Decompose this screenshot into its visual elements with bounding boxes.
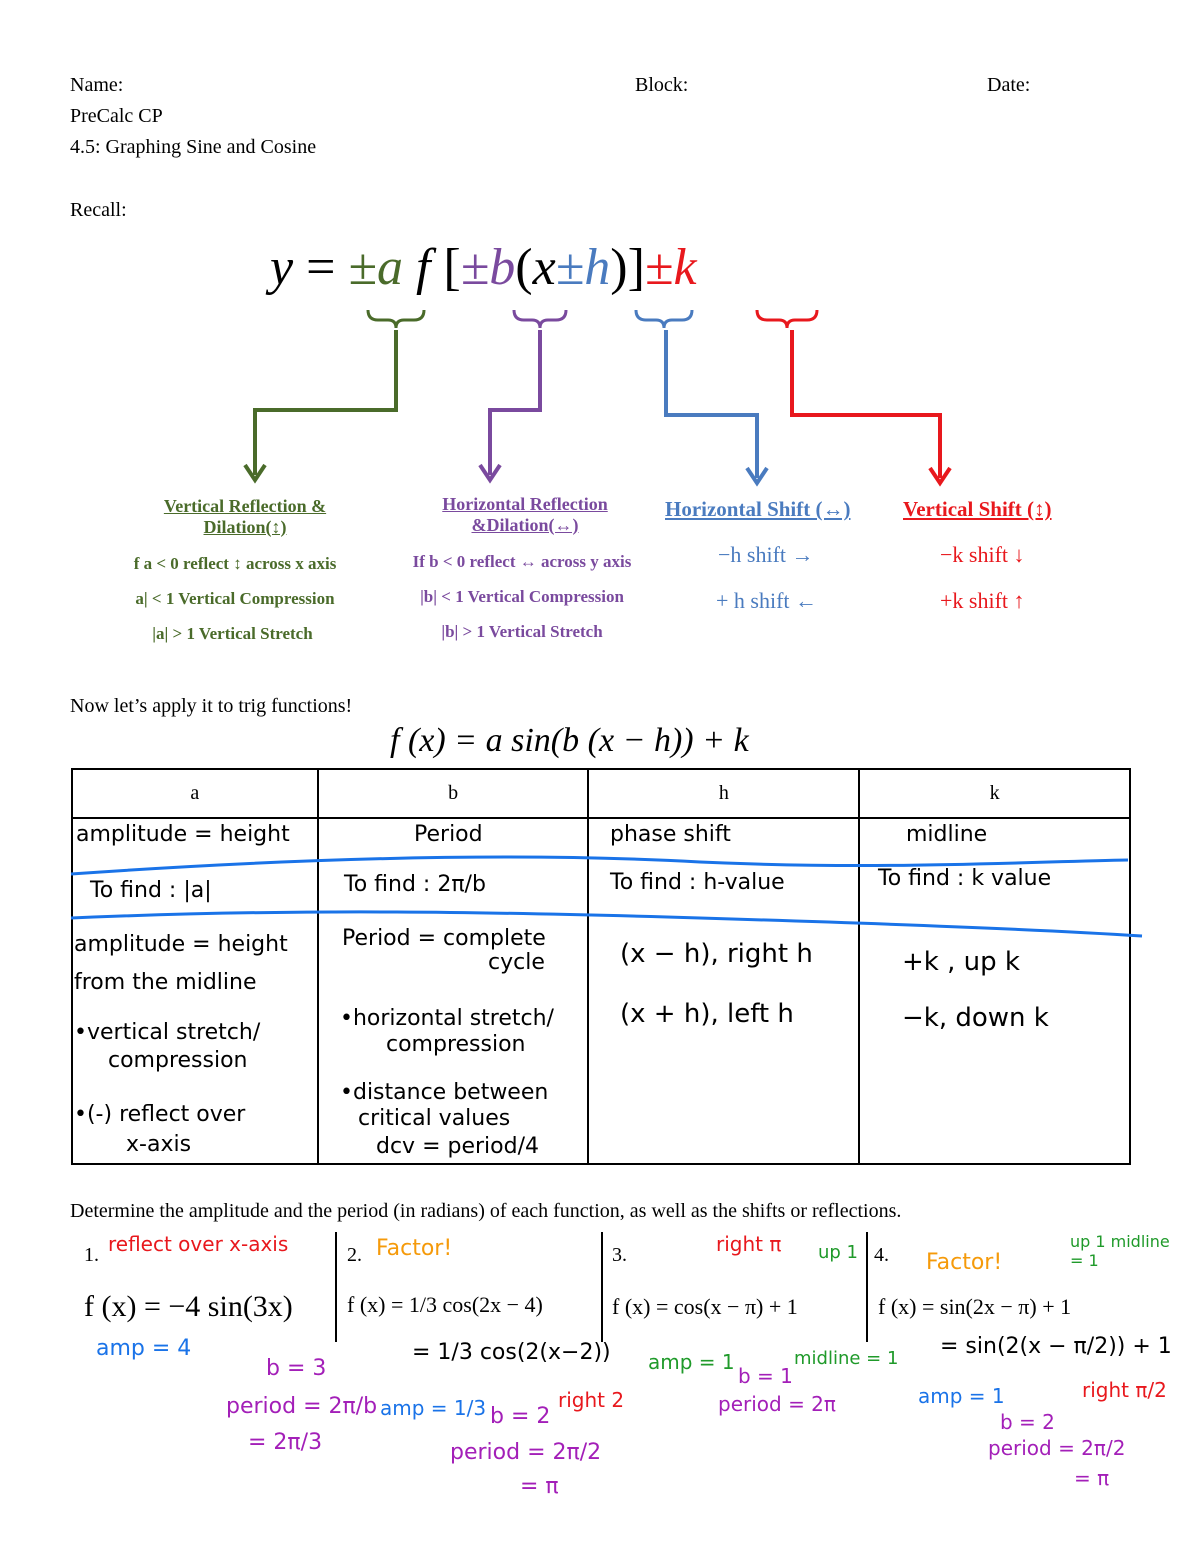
b-rule-1: If b < 0 reflect ↔ across y axis (412, 552, 632, 571)
problem-2-rewrite: = 1/3 cos(2(x−2)) (412, 1340, 611, 1365)
a-rule-1: f a < 0 reflect ↕ across x axis (133, 554, 337, 573)
header-a: a (72, 769, 318, 818)
problem-3-midline: midline = 1 (794, 1348, 899, 1369)
problem-1-period-value: = 2π/3 (248, 1430, 323, 1455)
k-rule-2: +k shift ↑ (940, 588, 1025, 613)
problem-3-note-top: right π (716, 1232, 782, 1256)
b-title-line1: Horizontal Reflection (442, 494, 608, 514)
problem-1-note-top: reflect over x-axis (108, 1232, 289, 1256)
h-rule-1: −h shift → (718, 542, 814, 567)
b-note-6: critical values (358, 1106, 511, 1131)
eq-rbracket: ] (627, 239, 645, 296)
problem-1-b: b = 3 (266, 1356, 327, 1381)
problem-4-function: f (x) = sin(2x − π) + 1 (878, 1294, 1072, 1319)
sine-general-form: f (x) = a sin(b (x − h)) + k (390, 722, 749, 759)
problem-divider-2 (601, 1232, 603, 1342)
problem-1-period: period = 2π/b (226, 1394, 378, 1419)
a-find: To find : |a| (90, 878, 212, 903)
instructions: Determine the amplitude and the period (in radians) of each function, as well as the shifts or reflections. (70, 1200, 902, 1222)
eq-rparen: ) (610, 239, 628, 296)
k-note-1: +k , up k (902, 947, 1020, 977)
problem-2-b: b = 2 (490, 1404, 551, 1429)
a-note-1: amplitude = height (74, 932, 288, 957)
k-rule-1: −k shift ↓ (940, 542, 1025, 567)
b-note-1: Period = complete (342, 926, 546, 951)
eq-a: ±a (348, 239, 403, 296)
problem-4-amp: amp = 1 (918, 1384, 1005, 1408)
a-def: amplitude = height (76, 822, 290, 847)
eq-b: ±b (460, 239, 516, 296)
h-note-1: (x − h), right h (620, 939, 813, 969)
problem-2-function: f (x) = 1/3 cos(2x − 4) (347, 1292, 543, 1317)
problem-1-amp: amp = 4 (96, 1336, 192, 1361)
problem-3-number: 3. (612, 1244, 627, 1266)
eq-k: ±k (644, 239, 697, 296)
apply-text: Now let’s apply it to trig functions! (70, 695, 353, 717)
eq-lparen: ( (515, 239, 533, 296)
k-note-2: −k, down k (902, 1003, 1049, 1033)
b-note-3: •horizontal stretch/ (340, 1006, 554, 1031)
b-rule-2: |b| < 1 Vertical Compression (420, 587, 624, 606)
a-rule-3: |a| > 1 Vertical Stretch (152, 624, 313, 643)
h-def: phase shift (610, 822, 731, 847)
problem-2-note-top: Factor! (376, 1236, 453, 1261)
recall-label: Recall: (70, 199, 127, 221)
problem-2-amp: amp = 1/3 (380, 1396, 487, 1420)
problem-3-amp: amp = 1 (648, 1350, 735, 1374)
problem-4-right: right π/2 (1082, 1378, 1167, 1402)
b-find: To find : 2π/b (344, 872, 486, 897)
problem-4-b: b = 2 (1000, 1410, 1055, 1434)
lesson-title: 4.5: Graphing Sine and Cosine (70, 136, 317, 158)
problem-1-function: f (x) = −4 sin(3x) (84, 1290, 293, 1323)
a-title-line2: Dilation(↕) (203, 517, 287, 537)
a-title-line1: Vertical Reflection & (163, 496, 327, 516)
b-rule-3: |b| > 1 Vertical Stretch (441, 622, 603, 641)
problem-4-period-value: = π (1074, 1466, 1110, 1490)
problem-4-rewrite: = sin(2(x − π/2)) + 1 (940, 1334, 1172, 1359)
k-title: Vertical Shift (↕) (903, 497, 1052, 521)
problem-2-right: right 2 (558, 1388, 625, 1412)
b-note-5: •distance between (340, 1080, 549, 1105)
problem-3-function: f (x) = cos(x − π) + 1 (612, 1294, 798, 1319)
h-title: Horizontal Shift (↔) (665, 497, 851, 521)
problem-4-note-top: Factor! (926, 1250, 1003, 1275)
problem-3-note-up: up 1 (818, 1242, 859, 1263)
problem-2-period: period = 2π/2 (450, 1440, 602, 1465)
course-title: PreCalc CP (70, 105, 163, 127)
a-note-6: x-axis (126, 1132, 192, 1157)
problem-2-period-value: = π (520, 1474, 559, 1499)
h-find: To find : h-value (610, 870, 785, 895)
a-note-3: •vertical stretch/ (74, 1020, 261, 1045)
eq-equals: = (306, 239, 336, 296)
a-note-2: from the midline (74, 970, 257, 995)
header-b: b (318, 769, 589, 818)
a-rule-2: a| < 1 Vertical Compression (135, 589, 335, 608)
b-title-line2: &Dilation(↔) (471, 515, 579, 535)
b-note-4: compression (386, 1032, 526, 1057)
problem-4-number: 4. (874, 1244, 889, 1266)
a-note-5: •(-) reflect over (74, 1102, 246, 1127)
eq-h: ±h (555, 239, 611, 296)
problem-3-period: period = 2π (718, 1392, 836, 1416)
problem-3-b: b = 1 (738, 1364, 793, 1388)
b-note-7: dcv = period/4 (376, 1134, 539, 1159)
eq-y: y (270, 239, 294, 296)
problem-divider-1 (335, 1232, 337, 1342)
header-h: h (588, 769, 859, 818)
date-label: Date: (987, 74, 1031, 96)
b-def: Period (414, 822, 483, 847)
problem-divider-3 (866, 1232, 868, 1342)
problem-4-period: period = 2π/2 (988, 1436, 1126, 1460)
a-note-4: compression (108, 1048, 248, 1073)
header-k: k (859, 769, 1130, 818)
k-def: midline (906, 822, 988, 847)
h-rule-2: + h shift ← (716, 588, 818, 613)
eq-f: f (415, 239, 431, 296)
name-label: Name: (70, 74, 124, 96)
h-note-2: (x + h), left h (620, 999, 794, 1029)
problem-1-number: 1. (84, 1244, 99, 1266)
b-note-2: cycle (488, 950, 545, 975)
block-label: Block: (635, 74, 689, 96)
k-find: To find : k value (878, 866, 1052, 891)
problem-4-note-up: up 1 midline = 1 (1070, 1232, 1170, 1271)
eq-x: x (532, 239, 556, 296)
problem-2-number: 2. (347, 1244, 362, 1266)
eq-lbracket: [ (443, 239, 461, 296)
